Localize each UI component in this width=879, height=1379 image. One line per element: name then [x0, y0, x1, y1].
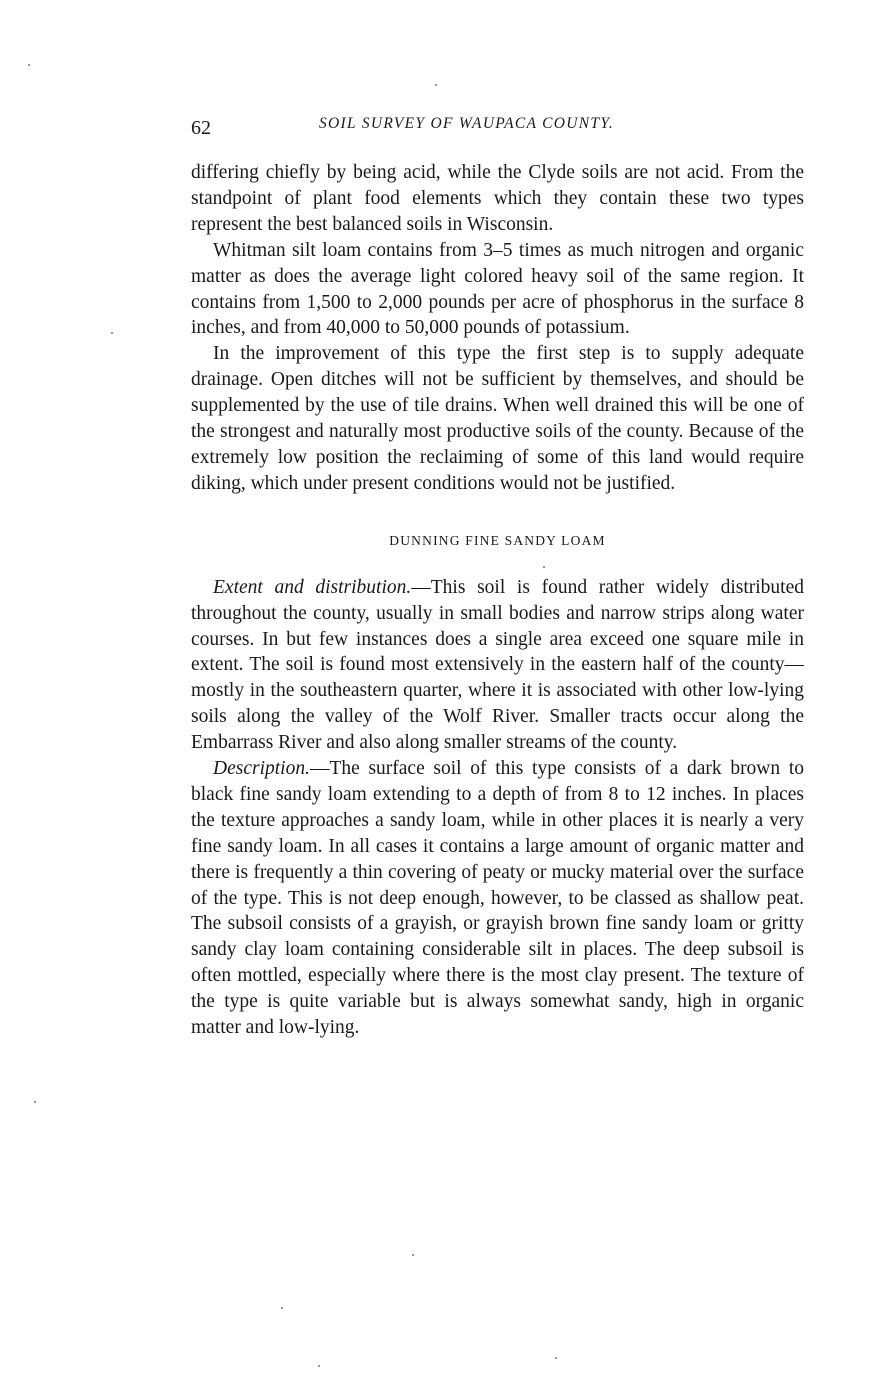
scan-speck	[318, 1365, 320, 1367]
scan-speck	[281, 1307, 283, 1309]
extent-text: —This soil is found rather widely distributed throughout the county, usually in small bodies and narrow strips along water courses. In but few instances does a single area exceed one square mile in extent. The soil is found most extensively in the eastern half of the county—mostly in the southeastern quarter, where it is associated with other low-lying soils along the valley of the Wolf River. Smaller tracts occur along the Embarrass River and also along smaller streams of the county.	[191, 576, 804, 754]
section-heading: DUNNING FINE SANDY LOAM	[389, 532, 606, 548]
scan-speck	[412, 1254, 414, 1256]
paragraph-description	[191, 756, 804, 1041]
running-title: SOIL SURVEY OF WAUPACA COUNTY.	[319, 115, 615, 132]
scan-speck	[111, 332, 113, 334]
scan-speck	[28, 64, 30, 66]
extent-subhead: Extent and distribution.	[213, 576, 412, 598]
description-text: —The surface soil of this type consists of a dark brown to black fine sandy loam extending to a depth of from 8 to 12 inches. In places the texture approaches a sandy loam, while in other places it is nearly a very fine sandy loam. In all cases it contains a large amount of organic matter and there is frequently a thin covering of peaty or mucky material over the surface of the type. This is not deep enough, however, to be classed as shallow peat. The subsoil consists of a grayish, or grayish brown fine sandy loam or gritty sandy clay loam containing considerable silt in places. The deep subsoil is often mottled, especially where there is the most clay present. The texture of the type is quite variable but is always somewhat sandy, high in organic matter and low-lying.	[191, 758, 804, 1039]
scan-speck	[543, 566, 545, 568]
page-number: 62	[191, 117, 211, 139]
paragraph-whitman: Whitman silt loam contains from 3–5 times as much nitrogen and organic matter as does the average light colored heavy soil of the same region. It contains from 1,500 to 2,000 pounds per acre of phosphorus in the surface 8 inches, and from 40,000 to 50,000 pounds of potassium.	[191, 239, 804, 339]
page-header	[191, 115, 804, 145]
paragraph-extent	[191, 575, 804, 756]
scan-speck	[34, 1101, 36, 1103]
body-text	[191, 160, 804, 1041]
scan-speck	[435, 84, 437, 86]
scan-speck	[555, 1357, 557, 1359]
description-subhead: Description.	[213, 758, 310, 780]
paragraph-continued: differing chiefly by being acid, while the Clyde soils are not acid. From the standpoint of plant food elements which they contain these two types represent the best balanced soils in Wisconsin.	[191, 162, 804, 235]
paragraph-improvement: In the improvement of this type the first step is to supply adequate drainage. Open ditches will not be sufficient by themselves, and should be supplemented by the use of tile drains. When well drained this will be one of the strongest and naturally most productive soils of the county. Because of the extremely low position the reclaiming of some of this land would require diking, which under present conditions would not be justified.	[191, 343, 804, 494]
